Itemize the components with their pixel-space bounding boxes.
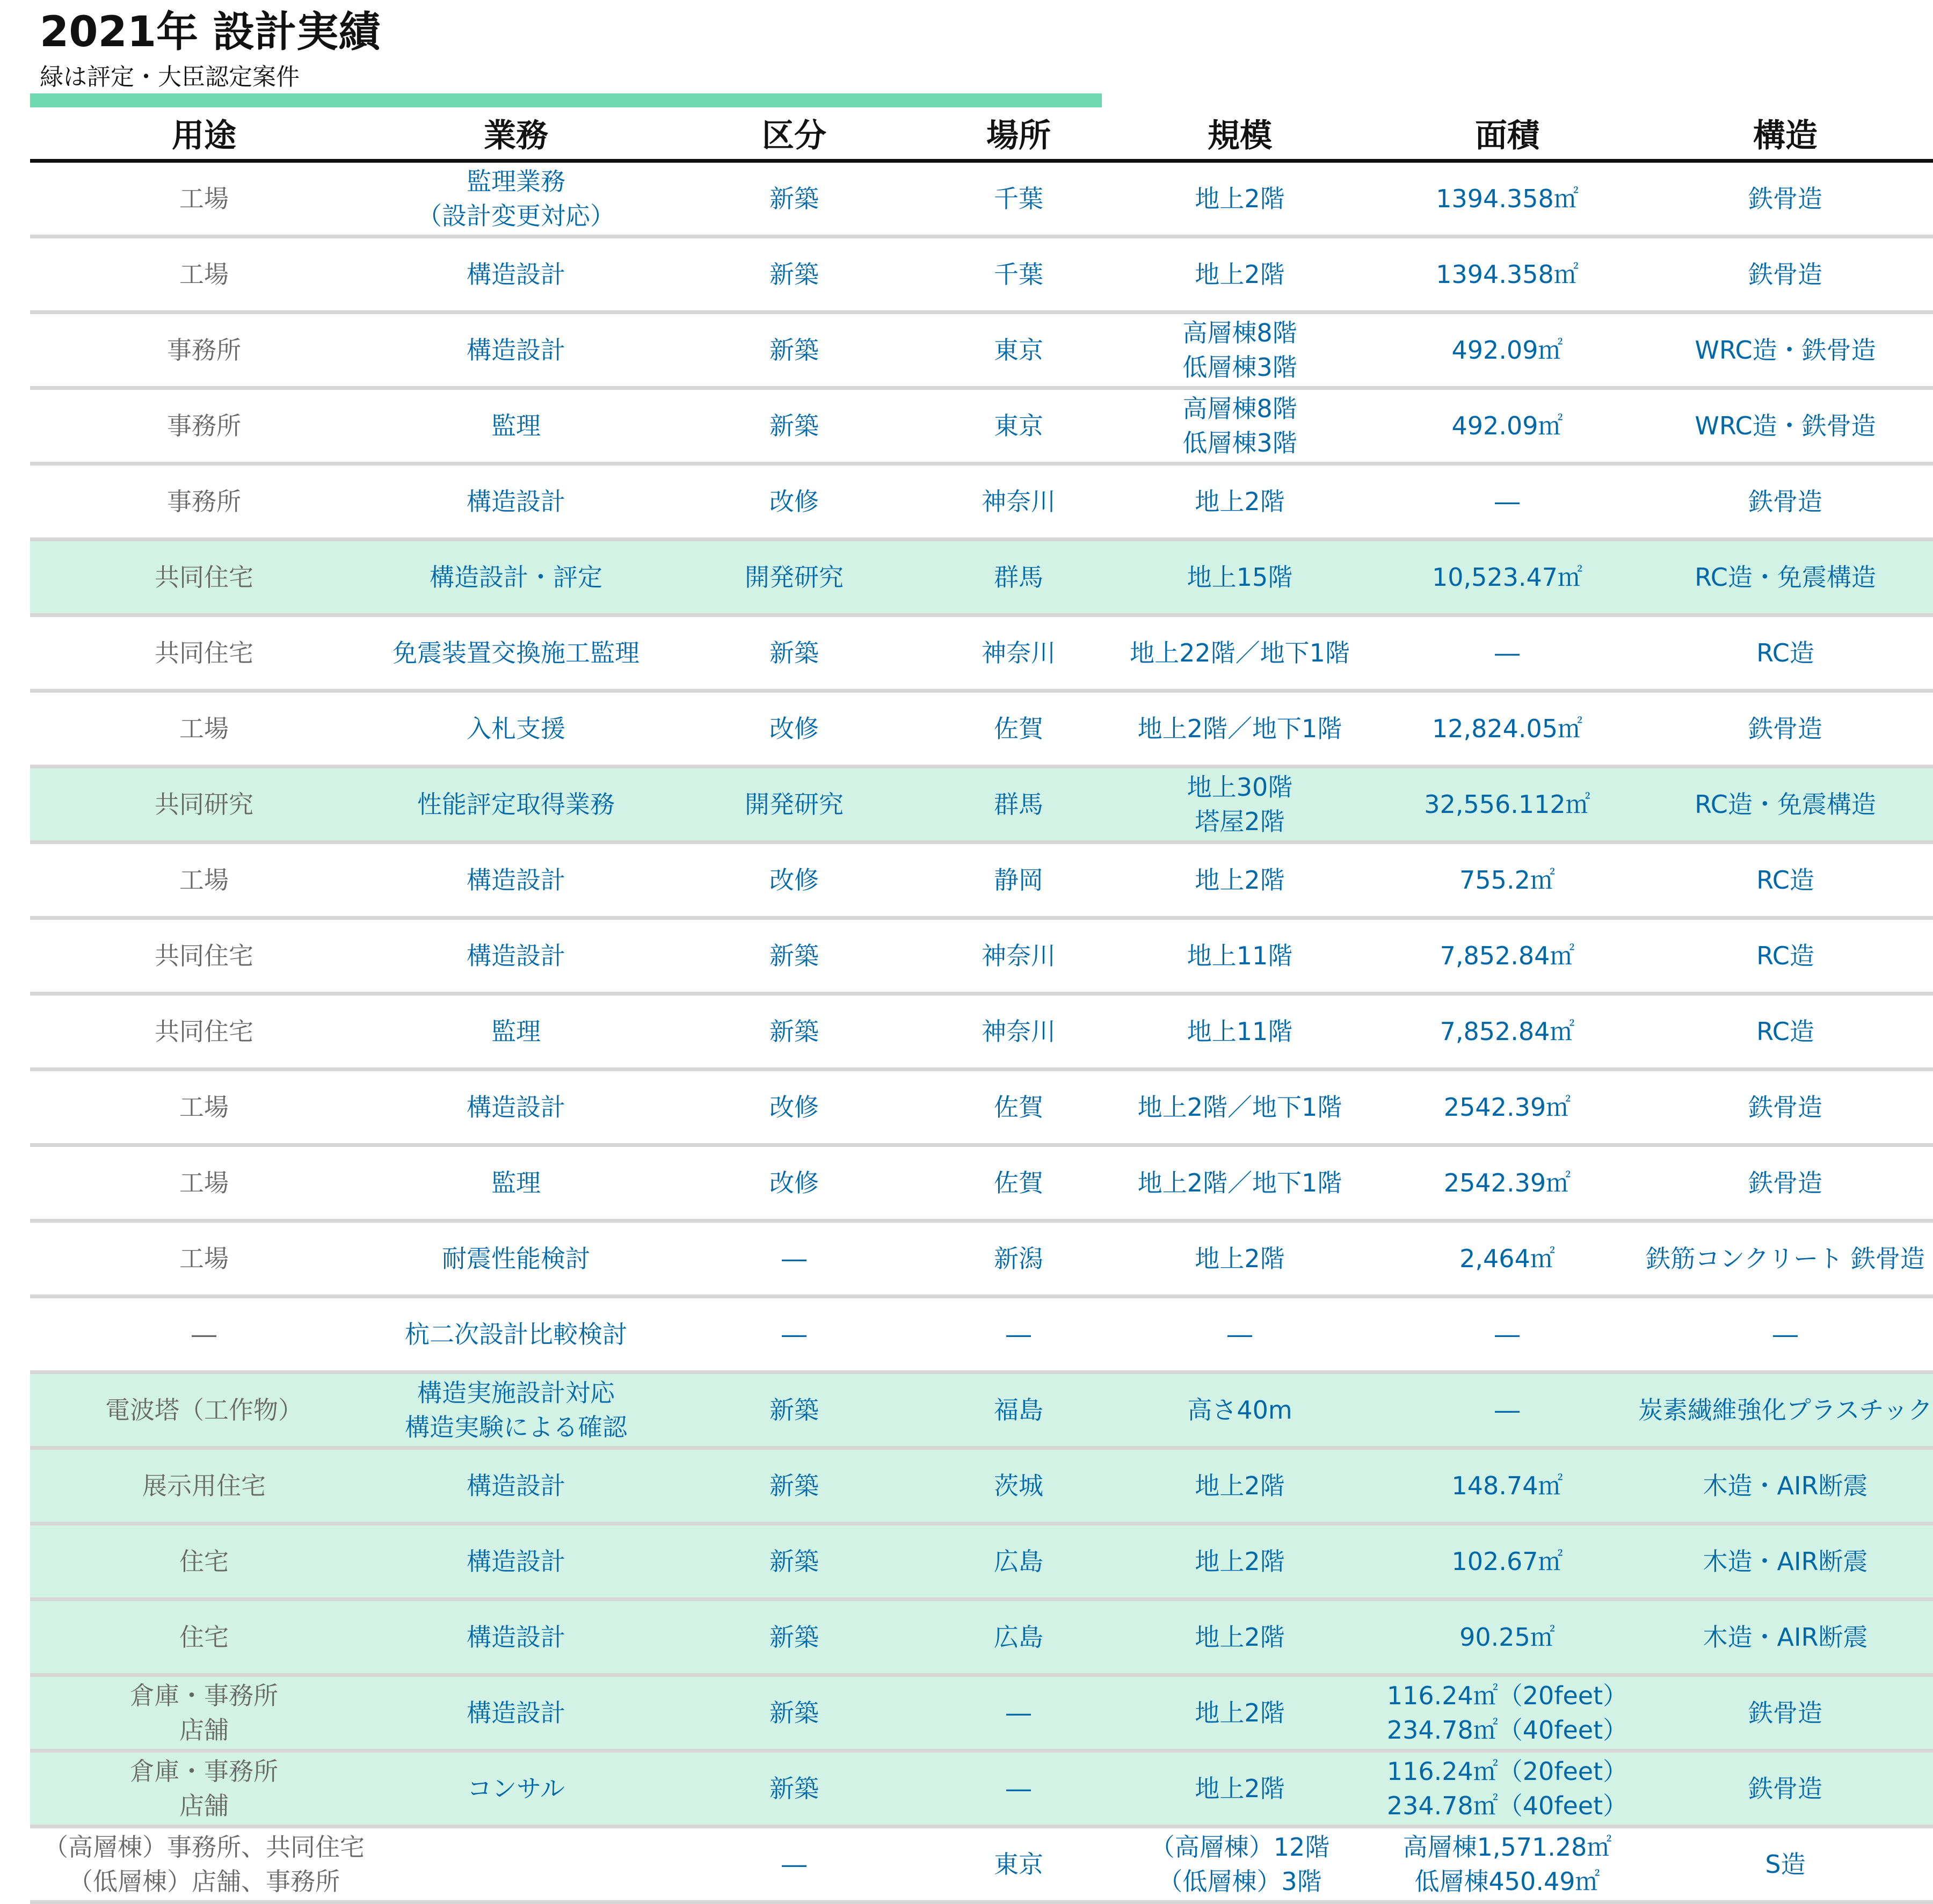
cell-place: 広島 — [994, 1623, 1043, 1652]
cell-work: 入札支援 — [467, 714, 565, 743]
cell-area: 492.09㎡ — [1451, 336, 1563, 365]
table-row — [30, 1223, 1933, 1298]
cell-type: 開発研究 — [745, 563, 844, 592]
table-row — [30, 1071, 1933, 1147]
cell-use: 工場 — [179, 714, 229, 743]
accent-bar — [30, 93, 1102, 107]
cell-area: 2542.39㎡ — [1443, 1168, 1571, 1197]
cell-place: 神奈川 — [982, 1017, 1056, 1046]
table-row — [30, 541, 1933, 617]
cell-structure: 鉄骨造 — [1748, 1093, 1822, 1122]
cell-structure: 鉄骨造 — [1748, 714, 1822, 743]
table-row — [30, 390, 1933, 466]
cell-work: 構造設計 — [467, 1623, 565, 1652]
cell-use: 事務所 — [167, 336, 241, 365]
cell-scale: 地上22階／地下1階 — [1130, 638, 1350, 667]
cell-area: 148.74㎡ — [1451, 1471, 1563, 1500]
cell-structure: RC造 — [1756, 941, 1814, 970]
cell-place: 広島 — [994, 1547, 1043, 1576]
table-row — [30, 1525, 1933, 1601]
header-structure: 構造 — [1753, 117, 1818, 155]
table-row — [30, 844, 1933, 920]
cell-structure: ― — [1773, 1320, 1798, 1349]
cell-type: 新築 — [769, 941, 819, 970]
table-row — [30, 163, 1933, 238]
cell-place: ― — [1006, 1698, 1031, 1727]
cell-place: 神奈川 — [982, 638, 1056, 667]
cell-area: 116.24㎡（20feet） 234.78㎡（40feet） — [1386, 1757, 1628, 1820]
cell-place: 神奈川 — [982, 941, 1056, 970]
cell-scale: 高層棟8階 低層棟3階 — [1182, 318, 1297, 382]
cell-structure: RC造 — [1756, 1017, 1814, 1046]
header-type: 区分 — [762, 117, 826, 155]
cell-place: 佐賀 — [994, 1168, 1043, 1197]
cell-area: 102.67㎡ — [1451, 1547, 1563, 1576]
cell-structure: 鉄骨造 — [1748, 487, 1822, 516]
cell-work: 杭二次設計比較検討 — [405, 1320, 627, 1349]
cell-place: ― — [1006, 1320, 1031, 1349]
cell-type: 改修 — [769, 714, 819, 743]
cell-place: 東京 — [994, 1850, 1043, 1879]
cell-use: 倉庫・事務所 店舗 — [130, 1681, 278, 1745]
cell-scale: 地上2階 — [1195, 1471, 1285, 1500]
table-row — [30, 1374, 1933, 1450]
cell-place: 佐賀 — [994, 714, 1043, 743]
cell-use: 事務所 — [167, 487, 241, 516]
cell-type: ― — [782, 1244, 806, 1273]
cell-scale: 地上11階 — [1187, 941, 1293, 970]
cell-scale: 地上2階 — [1195, 1547, 1285, 1576]
cell-area: 90.25㎡ — [1459, 1623, 1555, 1652]
cell-type: ― — [782, 1850, 806, 1879]
cell-work: 構造設計 — [467, 1698, 565, 1727]
cell-area: ― — [1495, 638, 1520, 667]
cell-type: 新築 — [769, 638, 819, 667]
cell-area: ― — [1495, 487, 1520, 516]
cell-type: 改修 — [769, 1093, 819, 1122]
cell-use: 住宅 — [179, 1623, 229, 1652]
cell-area: 12,824.05㎡ — [1431, 714, 1583, 743]
table-row — [30, 995, 1933, 1071]
cell-use: 事務所 — [167, 411, 241, 440]
table-row — [30, 617, 1933, 693]
table-body — [30, 163, 1933, 1904]
cell-work: 性能評定取得業務 — [417, 790, 615, 819]
cell-type: 新築 — [769, 1547, 819, 1576]
cell-use: 工場 — [179, 1168, 229, 1197]
cell-scale: （高層棟）12階 （低層棟）3階 — [1150, 1833, 1330, 1896]
cell-area: ― — [1495, 1396, 1520, 1425]
header-scale: 規模 — [1208, 117, 1272, 155]
cell-structure: 鉄骨造 — [1748, 184, 1822, 213]
cell-scale: 地上2階 — [1195, 1623, 1285, 1652]
cell-scale: 地上2階／地下1階 — [1137, 1168, 1342, 1197]
cell-scale: 地上2階 — [1195, 866, 1285, 895]
cell-scale: 地上2階 — [1195, 1774, 1285, 1803]
cell-use: 工場 — [179, 1093, 229, 1122]
cell-use: 共同研究 — [155, 790, 253, 819]
cell-area: 7,852.84㎡ — [1440, 941, 1575, 970]
table-row — [30, 238, 1933, 314]
cell-structure: WRC造・鉄骨造 — [1695, 411, 1876, 440]
cell-structure: S造 — [1765, 1850, 1806, 1879]
table-row — [30, 1147, 1933, 1223]
cell-area: 10,523.47㎡ — [1431, 563, 1583, 592]
cell-work: 構造設計 — [467, 260, 565, 289]
cell-place: 福島 — [994, 1396, 1043, 1425]
cell-scale: 地上15階 — [1187, 563, 1293, 592]
cell-work: 免震装置交換施工監理 — [393, 638, 640, 667]
cell-area: 32,556.112㎡ — [1424, 790, 1590, 819]
cell-scale: 地上2階 — [1195, 1244, 1285, 1273]
cell-place: 神奈川 — [982, 487, 1056, 516]
cell-scale: 地上2階／地下1階 — [1137, 714, 1342, 743]
cell-type: 新築 — [769, 1698, 819, 1727]
cell-place: 千葉 — [994, 260, 1043, 289]
cell-place: 群馬 — [994, 790, 1043, 819]
cell-work: 構造実施設計対応 構造実験による確認 — [405, 1378, 627, 1442]
cell-type: 新築 — [769, 411, 819, 440]
cell-structure: 木造・AIR断震 — [1703, 1623, 1868, 1652]
cell-type: 新築 — [769, 1774, 819, 1803]
cell-scale: 高さ40m — [1187, 1396, 1292, 1425]
cell-type: 新築 — [769, 336, 819, 365]
cell-structure: RC造 — [1756, 866, 1814, 895]
cell-place: ― — [1006, 1774, 1031, 1803]
table-row — [30, 1753, 1933, 1828]
cell-structure: RC造 — [1756, 638, 1814, 667]
table-row — [30, 314, 1933, 390]
cell-use: 共同住宅 — [155, 941, 253, 970]
cell-structure: 鉄骨造 — [1748, 1168, 1822, 1197]
cell-work: 監理 — [491, 411, 541, 440]
cell-work: 監理 — [491, 1017, 541, 1046]
cell-structure: RC造・免震構造 — [1695, 790, 1876, 819]
cell-use: 工場 — [179, 184, 229, 213]
cell-scale: 地上2階 — [1195, 1698, 1285, 1727]
cell-use: 共同住宅 — [155, 563, 253, 592]
cell-area: 高層棟1,571.28㎡ 低層棟450.49㎡ — [1402, 1833, 1612, 1896]
cell-scale: ― — [1227, 1320, 1252, 1349]
cell-scale: 地上2階 — [1195, 184, 1285, 213]
cell-work: コンサル — [467, 1774, 565, 1803]
cell-structure: 鉄骨造 — [1748, 1774, 1822, 1803]
cell-area: 2,464㎡ — [1459, 1244, 1555, 1273]
page-title: 2021年 設計実績 — [40, 8, 381, 56]
cell-structure: 鉄筋コンクリート 鉄骨造 — [1646, 1244, 1925, 1273]
cell-work: 構造設計 — [467, 866, 565, 895]
header-place: 場所 — [986, 117, 1051, 155]
cell-type: 開発研究 — [745, 790, 844, 819]
cell-work: 構造設計 — [467, 1471, 565, 1500]
cell-scale: 地上2階 — [1195, 260, 1285, 289]
cell-use: ― — [192, 1320, 216, 1349]
cell-work: 構造設計・評定 — [430, 563, 602, 592]
cell-place: 佐賀 — [994, 1093, 1043, 1122]
cell-type: ― — [782, 1320, 806, 1349]
cell-area: 1394.358㎡ — [1436, 184, 1579, 213]
cell-type: 新築 — [769, 1017, 819, 1046]
cell-work: 監理業務 （設計変更対応） — [417, 167, 615, 230]
cell-place: 東京 — [994, 336, 1043, 365]
cell-type: 新築 — [769, 1396, 819, 1425]
cell-use: 共同住宅 — [155, 1017, 253, 1046]
header-area: 面積 — [1475, 117, 1539, 155]
cell-scale: 高層棟8階 低層棟3階 — [1182, 394, 1297, 457]
cell-type: 新築 — [769, 1623, 819, 1652]
cell-scale: 地上2階／地下1階 — [1137, 1093, 1342, 1122]
cell-scale: 地上2階 — [1195, 487, 1285, 516]
table-row — [30, 1677, 1933, 1753]
cell-use: 電波塔（工作物） — [105, 1396, 303, 1425]
cell-work: 構造設計 — [467, 487, 565, 516]
table-row — [30, 1828, 1933, 1904]
cell-scale: 地上30階 塔屋2階 — [1187, 773, 1293, 836]
cell-type: 改修 — [769, 866, 819, 895]
cell-work: 構造設計 — [467, 336, 565, 365]
results-table — [30, 107, 1933, 1904]
header-work: 業務 — [484, 117, 548, 155]
cell-structure: 木造・AIR断震 — [1703, 1471, 1868, 1500]
table-header — [30, 107, 1933, 163]
table-row — [30, 1601, 1933, 1677]
cell-place: 東京 — [994, 411, 1043, 440]
cell-structure: WRC造・鉄骨造 — [1695, 336, 1876, 365]
cell-work: 監理 — [491, 1168, 541, 1197]
table-row — [30, 1450, 1933, 1525]
cell-structure: 鉄骨造 — [1748, 1698, 1822, 1727]
cell-use: 工場 — [179, 260, 229, 289]
table-row — [30, 466, 1933, 541]
cell-area: 7,852.84㎡ — [1440, 1017, 1575, 1046]
cell-type: 新築 — [769, 260, 819, 289]
cell-work: 構造設計 — [467, 1093, 565, 1122]
cell-place: 静岡 — [994, 866, 1043, 895]
cell-use: 住宅 — [179, 1547, 229, 1576]
cell-use: （高層棟）事務所、共同住宅 （低層棟）店舗、事務所 — [43, 1833, 365, 1896]
cell-use: 工場 — [179, 866, 229, 895]
cell-structure: RC造・免震構造 — [1695, 563, 1876, 592]
cell-place: 茨城 — [994, 1471, 1043, 1500]
cell-type: 新築 — [769, 184, 819, 213]
cell-use: 倉庫・事務所 店舗 — [130, 1757, 278, 1820]
cell-structure: 木造・AIR断震 — [1703, 1547, 1868, 1576]
cell-area: 1394.358㎡ — [1436, 260, 1579, 289]
header-use: 用途 — [172, 117, 236, 155]
cell-work: 構造設計 — [467, 1547, 565, 1576]
table-row — [30, 693, 1933, 768]
cell-use: 展示用住宅 — [142, 1471, 266, 1500]
cell-place: 群馬 — [994, 563, 1043, 592]
cell-work: 構造設計 — [467, 941, 565, 970]
table-row — [30, 1298, 1933, 1374]
cell-place: 千葉 — [994, 184, 1043, 213]
table-row — [30, 920, 1933, 995]
cell-scale: 地上11階 — [1187, 1017, 1293, 1046]
cell-type: 新築 — [769, 1471, 819, 1500]
cell-area: 492.09㎡ — [1451, 411, 1563, 440]
cell-area: 116.24㎡（20feet） 234.78㎡（40feet） — [1386, 1681, 1628, 1745]
cell-use: 共同住宅 — [155, 638, 253, 667]
table-row — [30, 768, 1933, 844]
cell-work: 耐震性能検討 — [442, 1244, 590, 1273]
cell-use: 工場 — [179, 1244, 229, 1273]
cell-type: 改修 — [769, 1168, 819, 1197]
cell-area: 2542.39㎡ — [1443, 1093, 1571, 1122]
cell-structure: 炭素繊維強化プラスチック — [1638, 1396, 1933, 1425]
cell-area: 755.2㎡ — [1459, 866, 1555, 895]
cell-place: 新潟 — [994, 1244, 1043, 1273]
page-subtitle: 緑は評定・大臣認定案件 — [40, 63, 300, 91]
cell-type: 改修 — [769, 487, 819, 516]
cell-area: ― — [1495, 1320, 1520, 1349]
cell-structure: 鉄骨造 — [1748, 260, 1822, 289]
